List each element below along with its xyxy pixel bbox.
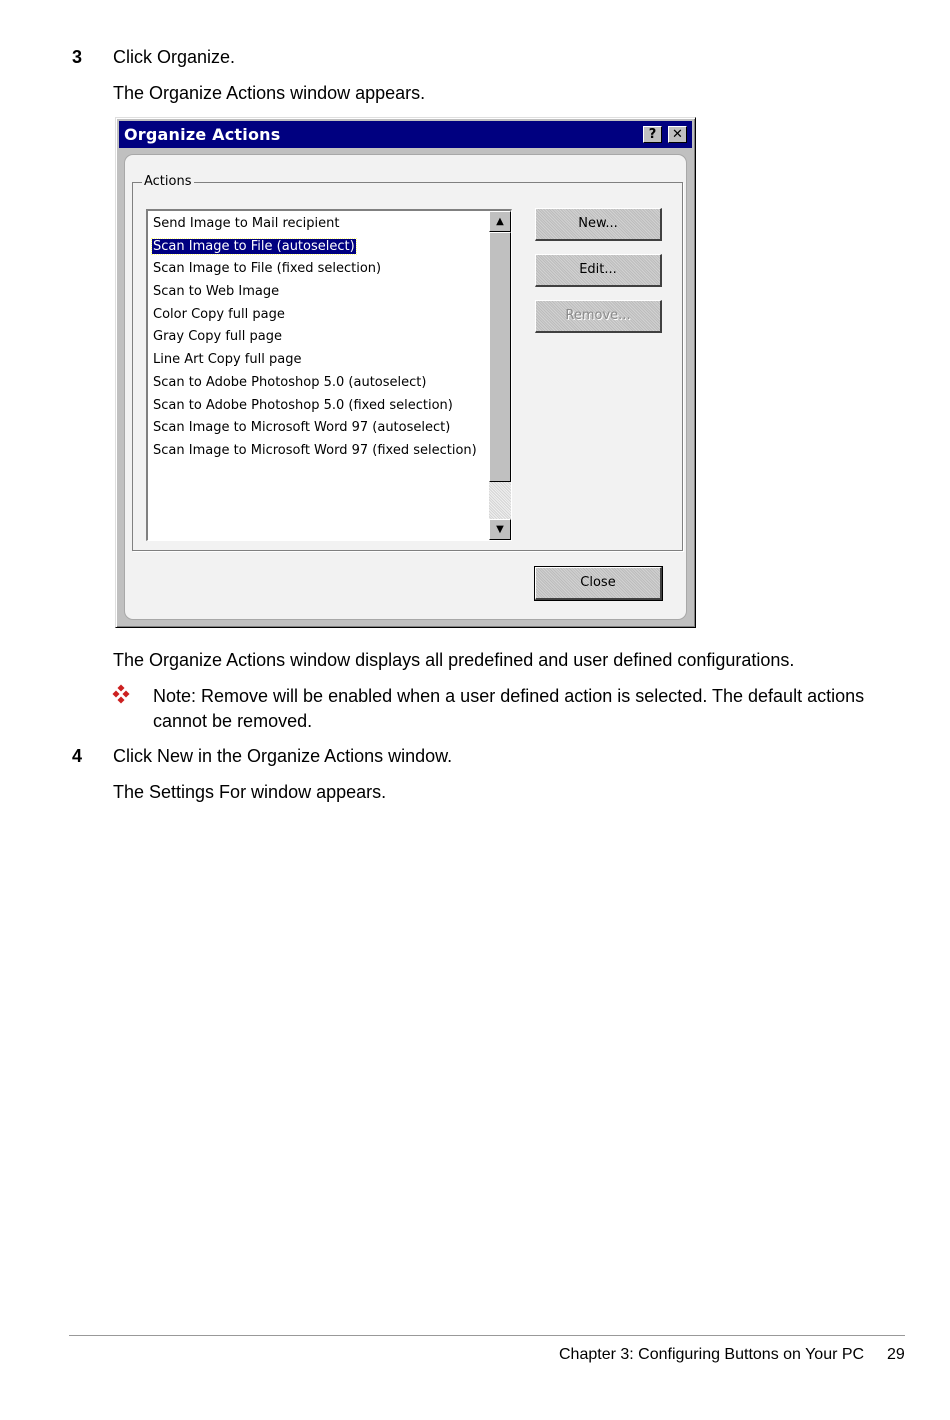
action-list-item[interactable] — [150, 372, 480, 395]
action-list-item[interactable] — [150, 417, 480, 440]
new-button[interactable]: New... — [535, 208, 662, 241]
action-list-item[interactable] — [150, 258, 480, 281]
scroll-down-button[interactable] — [489, 519, 511, 540]
scrollbar-thumb[interactable] — [489, 232, 511, 482]
action-list-item[interactable] — [150, 304, 480, 327]
edit-button[interactable]: Edit... — [535, 254, 662, 287]
vertical-scrollbar[interactable] — [489, 211, 511, 540]
dialog-title-bar — [119, 121, 692, 148]
action-item-label: Scan to Adobe Photoshop 5.0 (fixed selection) — [153, 397, 453, 413]
action-item-label: Send Image to Mail recipient — [153, 216, 340, 231]
actions-group-label: Actions — [144, 174, 192, 189]
organize-actions-dialog — [115, 117, 696, 628]
step-4-result: The Settings For window appears. — [113, 782, 387, 802]
action-list-item[interactable] — [150, 395, 480, 418]
description-text: The Organize Actions window displays all predefined and user defined configurations. — [113, 650, 795, 670]
arrow-up-icon: ▲ — [496, 216, 504, 227]
footer-page-number: 29 — [887, 1346, 905, 1363]
note-line-1: Note: Remove will be enabled when a user defined action is selected. The default actions — [153, 686, 865, 706]
scroll-up-button[interactable] — [489, 211, 511, 232]
step-3-instruction: Click Organize. — [113, 47, 236, 67]
action-item-label: Line Art Copy full page — [153, 352, 302, 368]
action-list-item[interactable] — [150, 213, 480, 236]
close-icon: ✕ — [672, 127, 683, 142]
action-list-item[interactable] — [150, 326, 480, 349]
dialog-title: Organize Actions — [124, 125, 281, 144]
action-list-item[interactable] — [150, 281, 480, 304]
action-list-item[interactable] — [150, 236, 480, 259]
step-3-result: The Organize Actions window appears. — [113, 83, 426, 103]
action-item-label: Scan Image to Microsoft Word 97 (fixed selection) — [153, 442, 477, 458]
action-list-item[interactable] — [150, 440, 480, 463]
step-4-number: 4 — [72, 746, 83, 766]
note-line-2: cannot be removed. — [153, 711, 313, 731]
close-window-button[interactable] — [668, 126, 687, 143]
actions-listbox[interactable] — [146, 209, 512, 541]
close-button[interactable]: Close — [535, 567, 662, 600]
actions-list — [150, 213, 480, 463]
action-item-label: Scan to Web Image — [153, 284, 280, 300]
footer-rule — [69, 1335, 905, 1336]
action-item-label: Scan Image to Microsoft Word 97 (autoselect) — [153, 420, 451, 436]
arrow-down-icon: ▼ — [496, 524, 504, 535]
footer-chapter: Chapter 3: Configuring Buttons on Your PC — [559, 1346, 865, 1363]
action-item-label: Scan to Adobe Photoshop 5.0 (autoselect) — [153, 374, 427, 390]
step-4-instruction: Click New in the Organize Actions window. — [113, 746, 453, 766]
help-button[interactable] — [643, 126, 662, 143]
step-3-number: 3 — [72, 47, 83, 67]
help-icon: ? — [648, 127, 657, 142]
remove-button[interactable]: Remove... — [535, 300, 662, 333]
action-list-item[interactable] — [150, 349, 480, 372]
action-item-label: Color Copy full page — [153, 306, 285, 322]
action-item-label: Scan Image to File (fixed selection) — [153, 261, 382, 277]
action-item-label: Gray Copy full page — [153, 329, 282, 345]
note-bullet-icon — [112, 684, 130, 704]
action-item-label: Scan Image to File (autoselect) — [153, 238, 355, 254]
